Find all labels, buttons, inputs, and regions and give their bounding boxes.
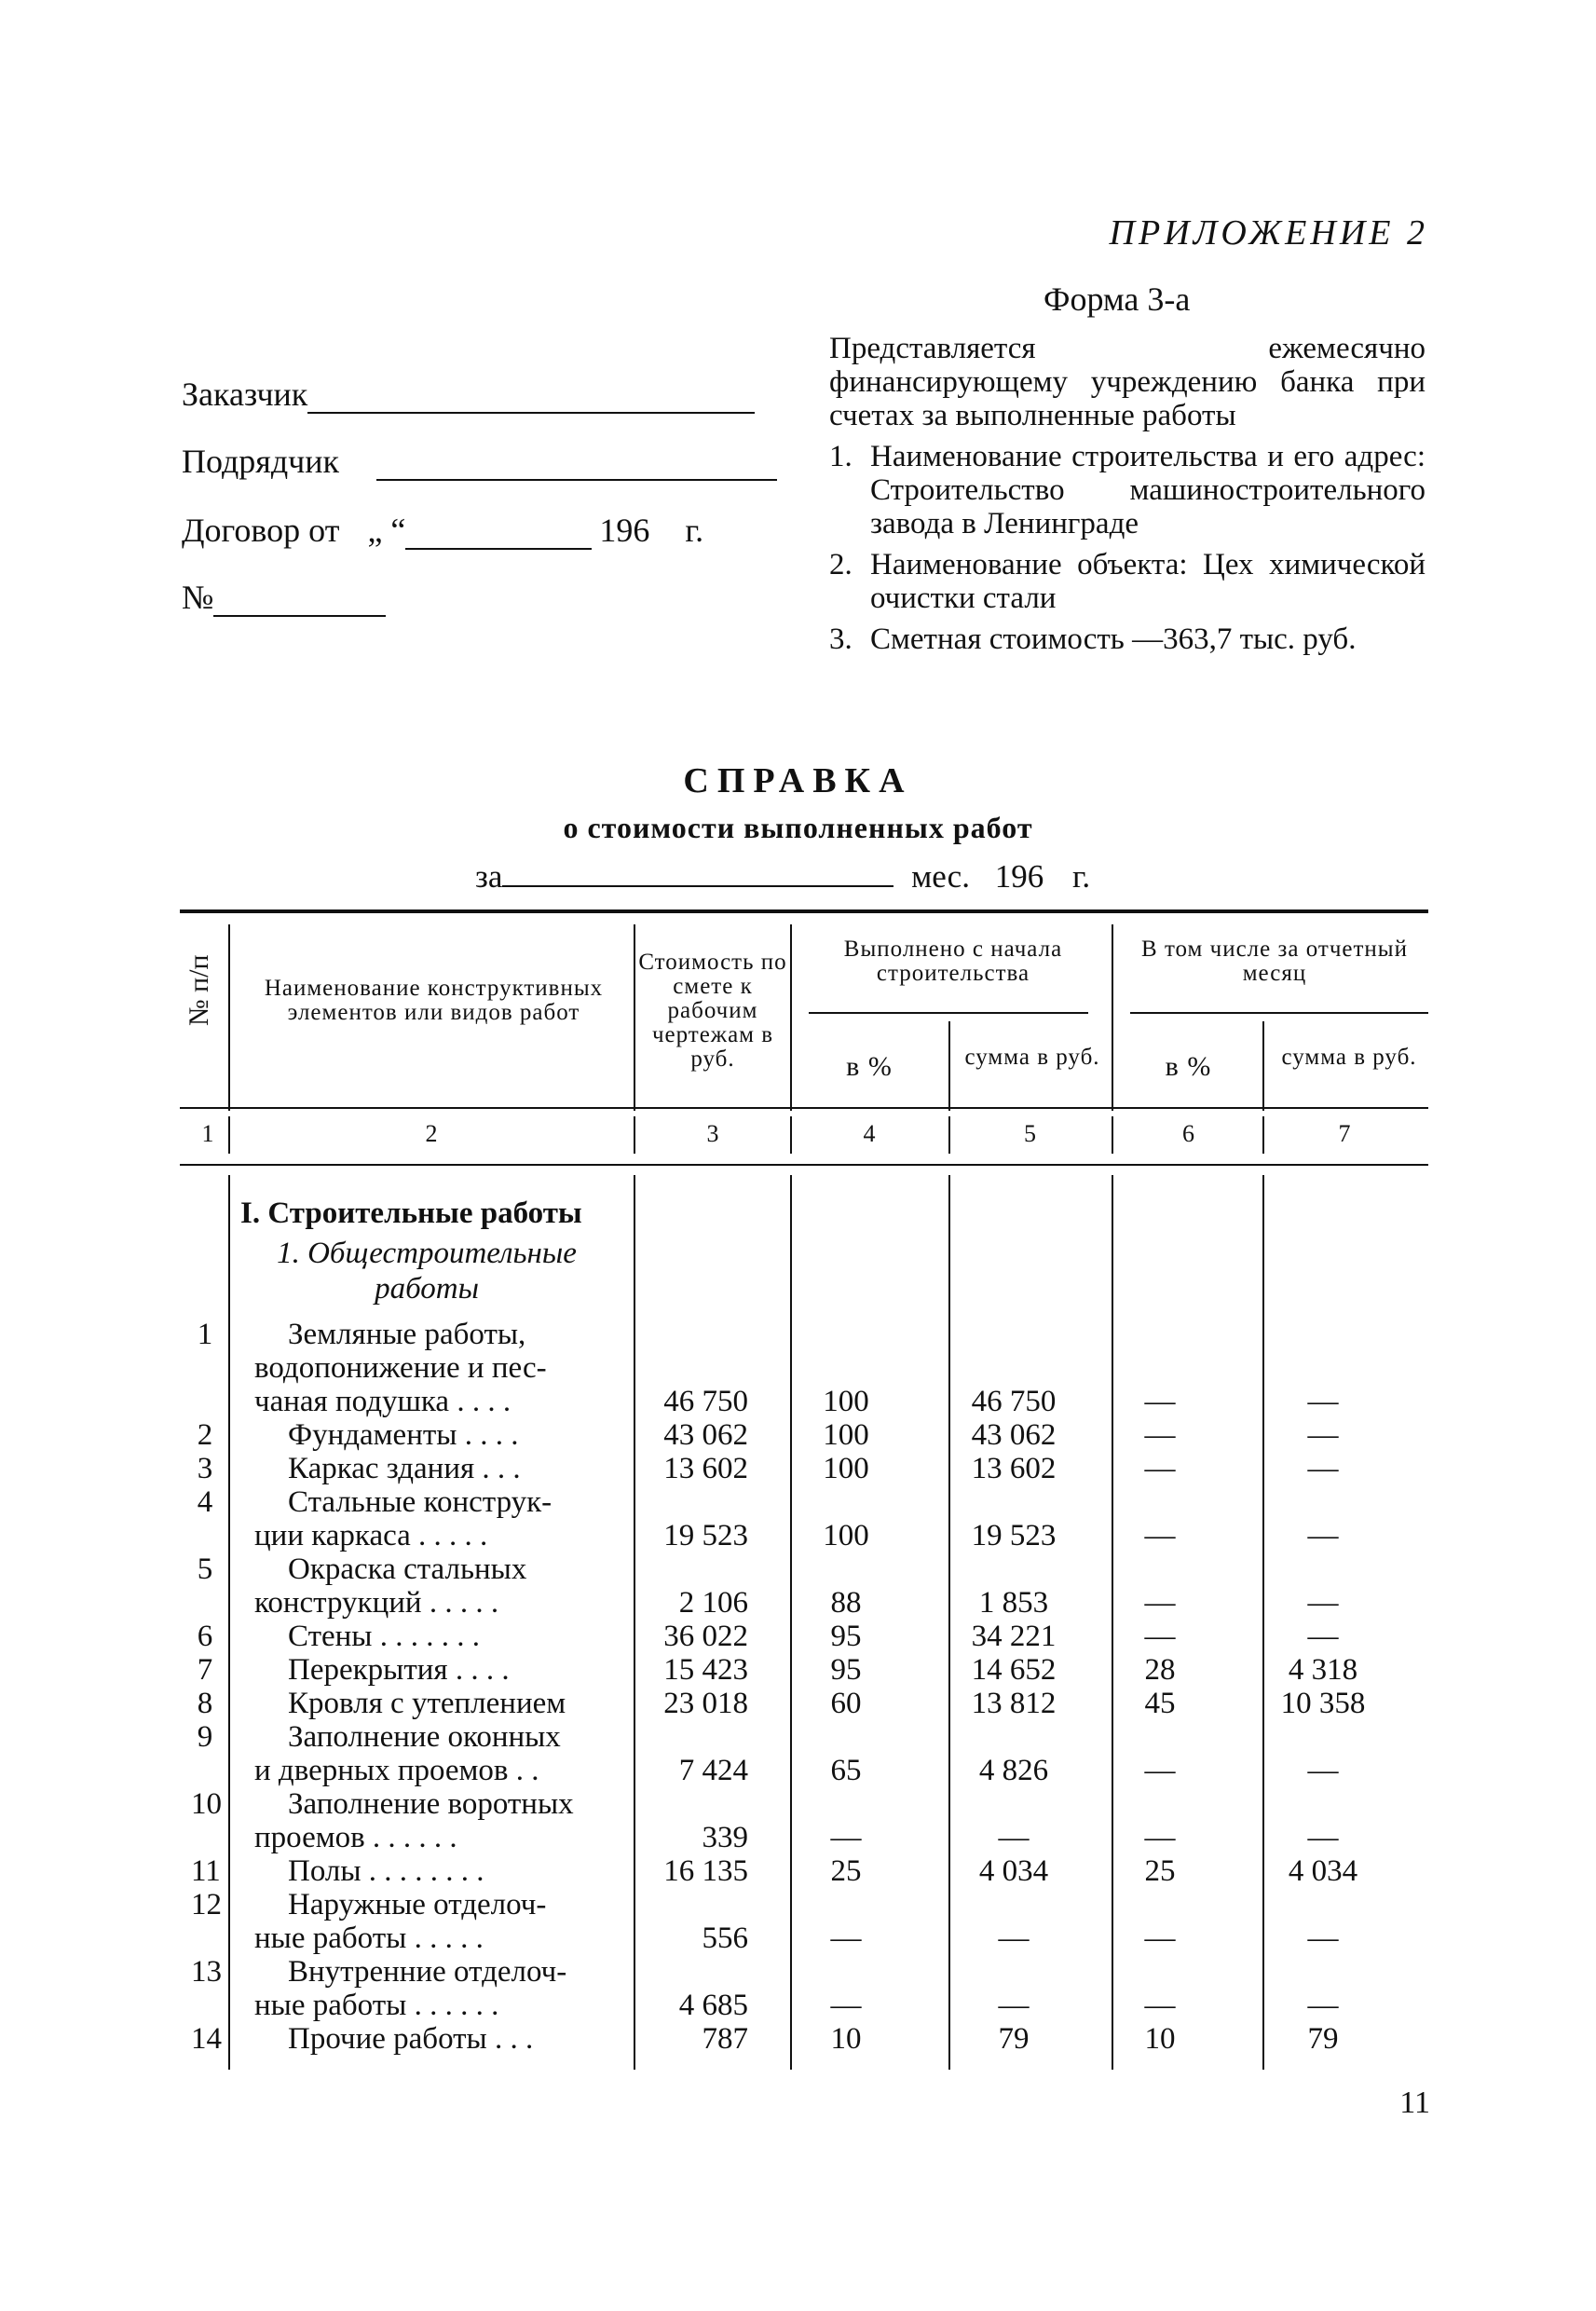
header-split-rule [809, 1012, 1088, 1014]
note-item-number: 3. [829, 622, 853, 656]
row-name: ные работы . . . . . . [254, 1989, 499, 2022]
number-line [213, 585, 386, 617]
col-divider [790, 924, 792, 1111]
note-item-text: Наименование объекта: Цех химической очистки стали [870, 548, 1425, 615]
row-month-sum: 4 318 [1288, 1653, 1358, 1687]
header-done: Выполнено с начала строительства [843, 937, 1063, 986]
table-row [180, 1687, 1428, 1720]
row-name: Стальные конструк- [288, 1485, 552, 1519]
header-name: Наименование конструктивных элементов или видов работ [264, 976, 604, 1025]
contract-g: г. [685, 512, 704, 549]
table-row [180, 1418, 1428, 1452]
row-number: 6 [197, 1620, 213, 1653]
row-month-sum: — [1307, 1989, 1339, 2022]
row-cost: 43 062 [663, 1418, 748, 1452]
header-bottom-rule [180, 1107, 1428, 1109]
row-done-sum: 14 652 [971, 1653, 1057, 1687]
number-label: № [182, 579, 214, 616]
row-month-pct: — [1144, 1754, 1176, 1787]
row-cost: 19 523 [663, 1519, 748, 1552]
row-month-pct: — [1144, 1452, 1176, 1485]
period-g: г. [1071, 858, 1091, 895]
colnum: 2 [425, 1120, 438, 1147]
table-row [180, 1452, 1428, 1485]
row-name: Полы . . . . . . . . [288, 1854, 484, 1888]
colnum: 1 [201, 1120, 214, 1147]
row-cost: 15 423 [663, 1653, 748, 1687]
row-done-sum: 4 826 [978, 1754, 1049, 1787]
row-cost: 16 135 [663, 1854, 748, 1888]
row-number: 11 [191, 1854, 221, 1888]
contractor-field [182, 414, 778, 481]
table-row [180, 1989, 1428, 2022]
contract-field [182, 481, 778, 550]
row-done-sum: 1 853 [978, 1586, 1049, 1620]
row-cost: 46 750 [663, 1385, 748, 1418]
col-divider [634, 1116, 635, 1154]
row-name: ции каркаса . . . . . [254, 1519, 488, 1552]
header-month: В том числе за отчетный месяц [1141, 937, 1408, 986]
contract-date-line [405, 518, 592, 550]
table-row [180, 1351, 1428, 1385]
row-done-pct: 100 [823, 1418, 869, 1452]
row-done-pct: 95 [830, 1653, 862, 1687]
table-row [180, 1620, 1428, 1653]
row-month-pct: 10 [1144, 2022, 1176, 2056]
table-row [180, 1921, 1428, 1955]
header-done-pct: в % [846, 1051, 893, 1082]
row-month-sum: — [1307, 1418, 1339, 1452]
contract-quotes: „ “ [367, 512, 406, 549]
appendix-label: ПРИЛОЖЕНИЕ 2 [1109, 213, 1428, 253]
row-cost: 339 [702, 1821, 748, 1854]
row-month-sum: 4 034 [1288, 1854, 1358, 1888]
row-number: 8 [197, 1687, 213, 1720]
col-divider [634, 924, 635, 1111]
row-done-pct: — [830, 1921, 862, 1955]
note-item-text: Наименование строительства и его адрес: Строительство машиностроительного завода в Ленинграде [870, 440, 1425, 540]
row-number: 5 [197, 1552, 213, 1586]
col-divider [1112, 1116, 1113, 1154]
row-name: Прочие работы . . . [288, 2022, 534, 2056]
row-month-sum: 79 [1307, 2022, 1339, 2056]
note-item [829, 548, 1425, 615]
row-month-pct: — [1144, 1921, 1176, 1955]
header-month-sum: сумма в руб. [1281, 1045, 1417, 1070]
row-done-pct: — [830, 1821, 862, 1854]
row-month-sum: 10 358 [1280, 1687, 1366, 1720]
contractor-line [376, 449, 777, 481]
row-month-pct: 45 [1144, 1687, 1176, 1720]
row-cost: 13 602 [663, 1452, 748, 1485]
row-month-pct: — [1144, 1418, 1176, 1452]
row-cost: 2 106 [678, 1586, 748, 1620]
col-divider [1112, 924, 1113, 1111]
col-divider [1262, 1021, 1264, 1111]
table-row [180, 1888, 1428, 1921]
row-done-pct: 100 [823, 1385, 869, 1418]
row-done-pct: 100 [823, 1452, 869, 1485]
row-name: ные работы . . . . . [254, 1921, 484, 1955]
form-label: Форма 3-а [1044, 280, 1191, 318]
row-month-sum: — [1307, 1586, 1339, 1620]
row-done-pct: 60 [830, 1687, 862, 1720]
row-number: 1 [197, 1318, 213, 1351]
row-done-sum: — [998, 1989, 1030, 2022]
document-subtitle: о стоимости выполненных работ [563, 811, 1033, 844]
row-cost: 36 022 [663, 1620, 748, 1653]
note-item-text: Сметная стоимость —363,7 тыс. руб. [870, 622, 1357, 656]
header-cost: Стоимость по смете к рабочим чертежам в руб. [638, 950, 787, 1072]
row-name: Окраска стальных [288, 1552, 527, 1586]
row-done-sum: — [998, 1921, 1030, 1955]
row-name: Кровля с утеплением [288, 1687, 566, 1720]
row-month-sum: — [1307, 1519, 1339, 1552]
row-number: 4 [197, 1485, 213, 1519]
col-divider [948, 1116, 950, 1154]
row-month-pct: — [1144, 1989, 1176, 2022]
row-month-pct: — [1144, 1586, 1176, 1620]
row-cost: 7 424 [678, 1754, 748, 1787]
colnum: 6 [1182, 1120, 1194, 1147]
row-name: Земляные работы, [288, 1318, 526, 1351]
row-done-pct: 10 [830, 2022, 862, 2056]
row-done-pct: 100 [823, 1519, 869, 1552]
row-name: чаная подушка . . . . [254, 1385, 512, 1418]
document-title: СПРАВКА [683, 761, 913, 800]
row-done-pct: 25 [830, 1854, 862, 1888]
row-cost: 556 [702, 1921, 748, 1955]
colnum: 3 [706, 1120, 719, 1147]
row-month-pct: — [1144, 1620, 1176, 1653]
header-fields [182, 332, 778, 617]
customer-line [307, 382, 755, 414]
row-name: и дверных проемов . . [254, 1754, 539, 1787]
row-name: Наружные отделоч- [288, 1888, 547, 1921]
row-month-sum: — [1307, 1385, 1339, 1418]
period-year: 196 [994, 858, 1044, 895]
row-done-pct: 88 [830, 1586, 862, 1620]
row-done-sum: 46 750 [971, 1385, 1057, 1418]
row-name: Внутренние отделоч- [288, 1955, 567, 1989]
col-divider [1262, 1116, 1264, 1154]
header-npp: № п/п [184, 954, 214, 1026]
table-top-rule [180, 911, 1428, 913]
period-month: мес. [911, 858, 970, 895]
row-name: Заполнение оконных [288, 1720, 561, 1754]
row-number: 13 [191, 1955, 222, 1989]
col-divider [228, 924, 230, 1111]
row-name: Заполнение воротных [288, 1787, 574, 1821]
colnum: 7 [1338, 1120, 1351, 1147]
table-row [180, 1821, 1428, 1854]
colnum: 4 [863, 1120, 876, 1147]
row-month-sum: — [1307, 1452, 1339, 1485]
row-month-pct: — [1144, 1385, 1176, 1418]
row-month-pct: 25 [1144, 1854, 1176, 1888]
row-done-sum: 43 062 [971, 1418, 1057, 1452]
row-number: 2 [197, 1418, 213, 1452]
row-done-pct: — [830, 1989, 862, 2022]
table-row [180, 1854, 1428, 1888]
colnum: 5 [1024, 1120, 1036, 1147]
period-month-line [502, 857, 893, 887]
contract-year: 196 [599, 512, 650, 549]
note-item-number: 1. [829, 440, 853, 473]
col-divider [228, 1116, 230, 1154]
row-month-pct: 28 [1144, 1653, 1176, 1687]
table-row [180, 1787, 1428, 1821]
row-month-sum: — [1307, 1821, 1339, 1854]
row-done-sum: 13 812 [971, 1687, 1057, 1720]
header-done-sum: сумма в руб. [964, 1045, 1100, 1070]
row-month-pct: — [1144, 1821, 1176, 1854]
period-prefix: за [475, 858, 503, 895]
row-done-sum: — [998, 1821, 1030, 1854]
customer-field [182, 332, 778, 414]
row-name: водопонижение и пес- [254, 1351, 547, 1385]
contract-label: Договор от [182, 512, 340, 549]
row-name: Фундаменты . . . . [288, 1418, 519, 1452]
row-month-sum: — [1307, 1754, 1339, 1787]
col-divider [790, 1116, 792, 1154]
row-number: 7 [197, 1653, 213, 1687]
table-row [180, 1552, 1428, 1586]
row-done-sum: 19 523 [971, 1519, 1057, 1552]
row-name: конструкций . . . . . [254, 1586, 499, 1620]
row-name: проемов . . . . . . [254, 1821, 457, 1854]
note-intro: Представляется ежемесячно финансирующему учреждению банка при счетах за выполненные работы [829, 332, 1425, 432]
table-row [180, 1519, 1428, 1552]
header-month-pct: в % [1165, 1051, 1212, 1082]
section-heading: I. Строительные работы [240, 1197, 582, 1230]
period-line [475, 857, 1090, 896]
table-row [180, 1385, 1428, 1418]
row-month-pct: — [1144, 1519, 1176, 1552]
row-done-sum: 13 602 [971, 1452, 1057, 1485]
number-field [182, 550, 778, 617]
note-item-number: 2. [829, 548, 853, 581]
table-row [180, 1754, 1428, 1787]
row-cost: 4 685 [678, 1989, 748, 2022]
customer-label: Заказчик [182, 376, 308, 413]
row-number: 9 [197, 1720, 213, 1754]
table-row [180, 1720, 1428, 1754]
subsection-heading: 1. Общестроительные работы [277, 1237, 577, 1306]
row-month-sum: — [1307, 1620, 1339, 1653]
row-name: Каркас здания . . . [288, 1452, 521, 1485]
contractor-label: Подрядчик [182, 443, 340, 480]
row-cost: 23 018 [663, 1687, 748, 1720]
col-divider [948, 1021, 950, 1111]
row-done-sum: 79 [998, 2022, 1030, 2056]
page-number: 11 [1399, 2085, 1430, 2120]
row-done-pct: 95 [830, 1620, 862, 1653]
table-row [180, 1318, 1428, 1351]
row-number: 12 [191, 1888, 222, 1921]
row-done-sum: 4 034 [978, 1854, 1049, 1888]
header-split-rule [1130, 1012, 1428, 1014]
table-row [180, 1653, 1428, 1687]
table-row [180, 1586, 1428, 1620]
row-done-sum: 34 221 [971, 1620, 1057, 1653]
table-row [180, 1485, 1428, 1519]
row-name: Перекрытия . . . . [288, 1653, 510, 1687]
row-number: 10 [191, 1787, 222, 1821]
row-number: 14 [191, 2022, 222, 2056]
note-block [829, 332, 1425, 656]
row-month-sum: — [1307, 1921, 1339, 1955]
row-done-pct: 65 [830, 1754, 862, 1787]
table-row [180, 1955, 1428, 1989]
note-item [829, 622, 1425, 656]
note-item [829, 440, 1425, 540]
row-cost: 787 [702, 2022, 748, 2056]
table-row [180, 2022, 1428, 2056]
row-name: Стены . . . . . . . [288, 1620, 480, 1653]
row-number: 3 [197, 1452, 213, 1485]
colnum-bottom-rule [180, 1164, 1428, 1166]
